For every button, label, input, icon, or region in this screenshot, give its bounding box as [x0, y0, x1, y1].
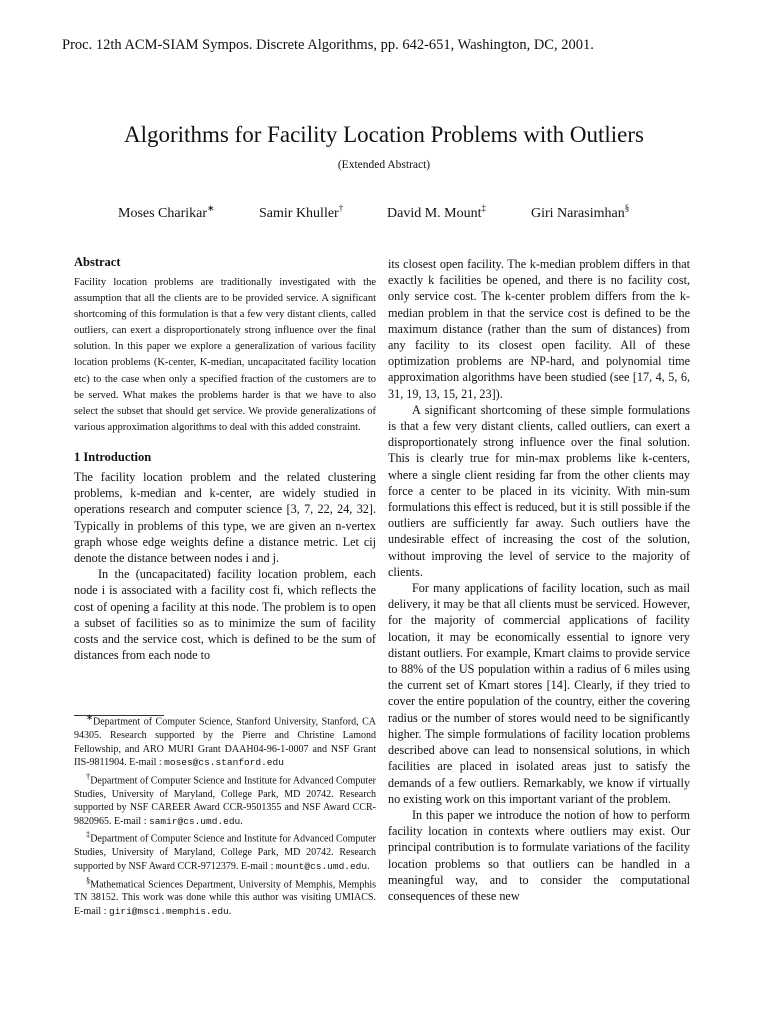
- author-mark: §: [624, 203, 630, 213]
- author-mark: ‡: [481, 203, 486, 213]
- footnote-email[interactable]: samir@cs.umd.edu: [149, 815, 241, 827]
- body-paragraph-3: For many applications of facility location, such as mail delivery, it may be that all clients must be serviced. However, for the majority of commercial applications of facility location, it may be economically essential to ignore very distant outliers. For example, Kmart claims to provide service to 88% of the US population within a radius of 6 miles using the current set of Kmart stores [14]. Clearly, if they tried to cover the entire population of the country, either the covering radius or the number of stores would need to be significantly higher. The simple formulations of facility location problems described above can lead to nonsensical solutions, in which facilities are placed in isolated areas just to satisfy the demands of a few outliers. Remarkably, we know if virtually no existing work on this important variant of the problem.: [388, 581, 690, 806]
- body-paragraph-2: A significant shortcoming of these simple formulations is that a few very distant clients, called outliers, can exert a disproportionately strong influence over the final solution. This is clearly true for min-max problems like k-centers, where a single client residing far from the other clients may force a center to be placed in its vicinity. With min-sum formulations this effect is reduced, but it is still possible if the outliers are sufficiently far away. Such outliers have the undesirable effect of increasing the cost of the solution, without improving the level of service to the majority of clients.: [388, 402, 690, 579]
- footnote-3: ‡Department of Computer Science and Institute for Advanced Computer Studies, University of Maryland, College Park, MD 20742. Research supported by NSF Award CCR-9712379. E-mail : mount@cs.umd.edu.: [74, 830, 376, 872]
- footnotes: [74, 711, 376, 919]
- abstract-text: Facility location problems are traditionally investigated with the assumption that all the clients are to be provided service. A significant shortcoming of this formulation is that a few very distant clients, called outliers, can exert a disproportionately strong influence over the final solution. In this paper we explore a generalization of various facility location problems (K-center, K-median, uncapacitated facility location etc) to the case when only a specified fraction of the customers are to be served. What makes the problems harder is that we have to also select the subset that should get service. We provide generalizations of various approximation algorithms to deal with this added constraint.: [74, 277, 376, 433]
- author-1: [118, 203, 215, 222]
- author-mark: ∗: [207, 203, 215, 213]
- left-column: [74, 255, 376, 663]
- paper-subtitle: (Extended Abstract): [337, 159, 431, 171]
- section-heading-introduction: 1 Introduction: [74, 449, 152, 464]
- venue-line: Proc. 12th ACM-SIAM Sympos. Discrete Algorithms, pp. 642-651, Washington, DC, 2001.: [62, 37, 594, 53]
- author-2: [259, 203, 343, 222]
- author-3: [387, 203, 486, 222]
- footnote-email[interactable]: mount@cs.umd.edu: [275, 860, 368, 872]
- body-paragraph-1: its closest open facility. The k-median problem differs in that exactly k facilities be opened, and there is no facility cost, only service cost. The k-center problem differs from the k-median problem in that the service cost is defined to be the maximum distance (rather than the sum of distances) from any facility to its closest open facility. All of these optimization problems are NP-hard, and polynomial time approximation algorithms have been studied (see [17, 4, 5, 6, 31, 19, 13, 15, 21, 23]).: [388, 257, 690, 401]
- author-name: Moses Charikar: [118, 206, 208, 221]
- abstract-heading: Abstract: [74, 255, 121, 269]
- author-4: [531, 203, 629, 222]
- author-name: David M. Mount: [387, 206, 482, 221]
- intro-paragraph-1: The facility location problem and the related clustering problems, k-median and k-center, are widely studied in operations research and computer science [3, 7, 22, 24, 32]. Typically in problems of this type, we are given an n-vertex graph whose edge weights define a distance metric. Let cij denote the distance between nodes i and j.: [74, 469, 376, 565]
- footnote-email[interactable]: moses@cs.stanford.edu: [164, 757, 284, 769]
- footnote-1: ∗Department of Computer Science, Stanford University, Stanford, CA 94305. Research supported by the Pierre and Christine Lamond Fellowship, and ARO MURI Grant DAAH04-96-1-0007 and NSF Grant IIS-9811904. E-mail : moses@cs.stanford.edu: [74, 713, 376, 769]
- footnote-2: †Department of Computer Science and Institute for Advanced Computer Studies, University of Maryland, College Park, MD 20742. Research supported by NSF CAREER Award CCR-9501355 and NSF Award CCR-9820965. E-mail : samir@cs.umd.edu.: [74, 771, 376, 827]
- paper-title: Algorithms for Facility Location Problems with Outliers: [124, 122, 644, 147]
- body-paragraph-4: In this paper we introduce the notion of how to perform facility location in contexts where outliers may exist. Our principal contribution is to formulate variations of the facility location problems so that outliers can be handled in a meaningful way, and to consider the computational consequences of these new: [388, 807, 690, 903]
- right-column: [388, 256, 690, 904]
- author-name: Samir Khuller: [259, 206, 339, 221]
- intro-paragraph-2: In the (uncapacitated) facility location problem, each node i is associated with a facility cost fi, which reflects the cost of opening a facility at this node. The problem is to open a subset of facilities so as to minimize the sum of facility costs and the service cost, which is defined to be the sum of distances from each node to: [74, 567, 376, 663]
- footnote-email[interactable]: giri@msci.memphis.edu: [109, 906, 229, 918]
- author-name: Giri Narasimhan: [531, 206, 625, 221]
- footnote-4: §Mathematical Sciences Department, University of Memphis, Memphis TN 38152. This work was done while this author was visiting UMIACS. E-mail : giri@msci.memphis.edu.: [74, 875, 376, 918]
- author-mark: †: [338, 203, 344, 213]
